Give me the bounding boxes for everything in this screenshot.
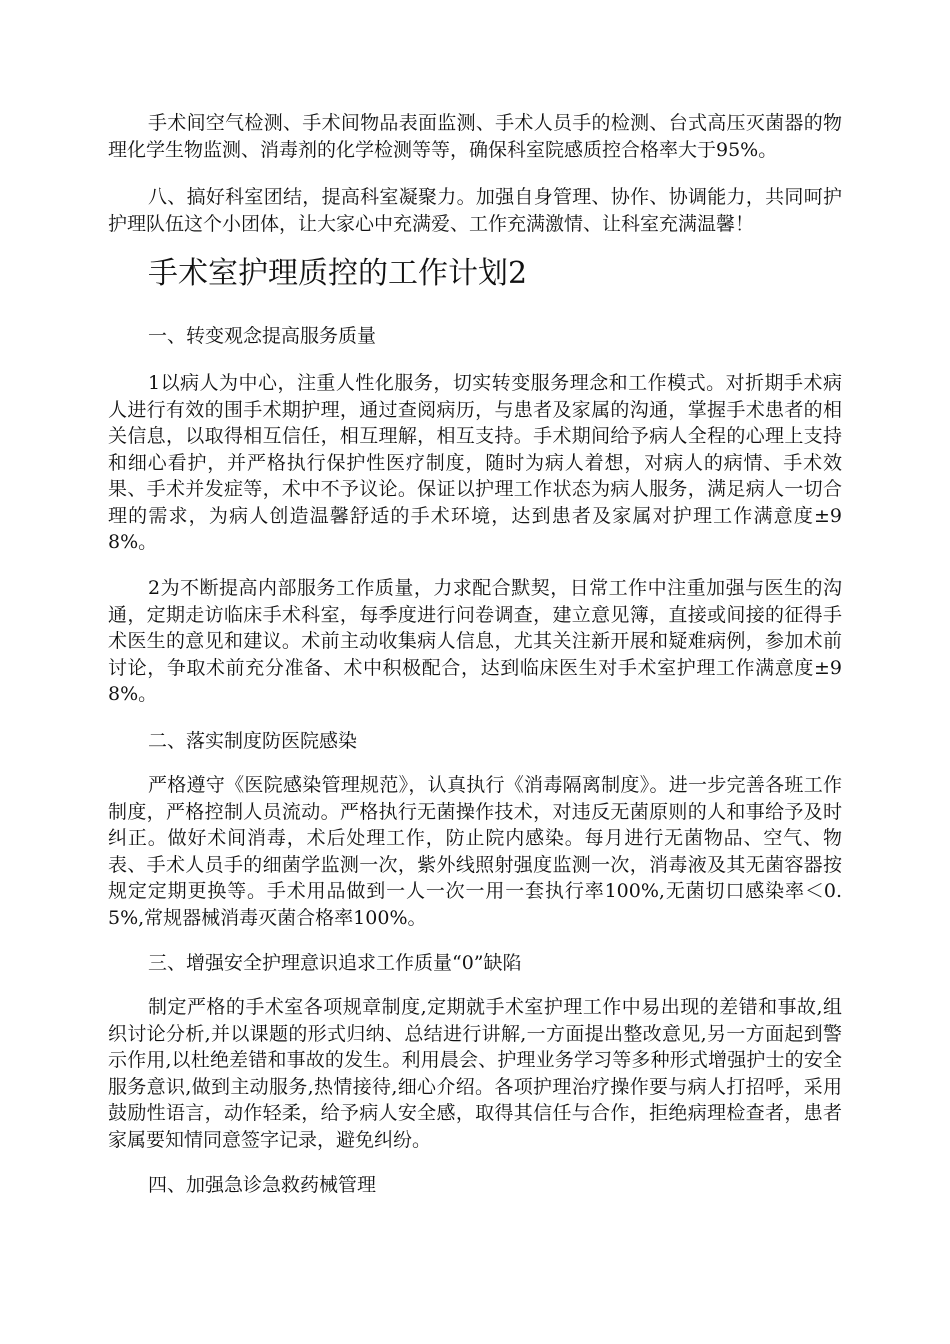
section-1-paragraph-1: 1以病人为中心，注重人性化服务，切实转变服务理念和工作模式。对折期手术病人进行有效的围手术期护理，通过查阅病历，与患者及家属的沟通，掌握手术患者的相关信息，以取得相互信任，相互理解，相互支持。手术期间给予病人全程的心理上支持和细心看护，并严格执行保护性医疗制度，随时为病人着想，对病人的病情、手术效果、手术并发症等，术中不予议论。保证以护理工作状态为病人服务，满足病人一切合理的需求，为病人创造温馨舒适的手术环境，达到患者及家属对护理工作满意度±98%。 bbox=[108, 372, 842, 553]
section-1-paragraph-2: 2为不断提高内部服务工作质量，力求配合默契，日常工作中注重加强与医生的沟通，定期走访临床手术科室，每季度进行问卷调查，建立意见簿，直接或间接的征得手术医生的意见和建议。术前主动收集病人信息，尤其关注新开展和疑难病例，参加术前讨论，争取术前充分准备、术中积极配合，达到临床医生对手术室护理工作满意度±98%。 bbox=[108, 577, 842, 705]
section-title-2: 二、落实制度防医院感染 bbox=[148, 730, 358, 752]
paragraph-intro: 手术间空气检测、手术间物品表面监测、手术人员手的检测、台式高压灭菌器的物理化学生物监测、消毒剂的化学检测等等，确保科室院感质控合格率大于95%。 bbox=[108, 112, 842, 161]
paragraph-item-eight: 八、搞好科室团结，提高科室凝聚力。加强自身管理、协作、协调能力，共同呵护护理队伍这个小团体，让大家心中充满爱、工作充满激情、让科室充满温馨！ bbox=[108, 186, 842, 235]
section-3-paragraph-1: 制定严格的手术室各项规章制度,定期就手术室护理工作中易出现的差错和事故,组织讨论分析,并以课题的形式归纳、总结进行讲解,一方面提出整改意见,另一方面起到警示作用,以杜绝差错和事故的发生。利用晨会、护理业务学习等多种形式增强护士的安全服务意识,做到主动服务,热情接待,细心介绍。各项护理治疗操作要与病人打招呼，采用鼓励性语言，动作轻柔，给予病人安全感，取得其信任与合作，拒绝病理检查者，患者家属要知情同意签字记录，避免纠纷。 bbox=[108, 996, 842, 1151]
section-2-paragraph-1: 严格遵守《医院感染管理规范》，认真执行《消毒隔离制度》。进一步完善各班工作制度，严格控制人员流动。严格执行无菌操作技术，对违反无菌原则的人和事给予及时纠正。做好术间消毒，术后处理工作，防止院内感染。每月进行无菌物品、空气、物表、手术人员手的细菌学监测一次，紫外线照射强度监测一次，消毒液及其无菌容器按规定定期更换等。手术用品做到一人一次一用一套执行率100%,无菌切口感染率＜0.5%,常规器械消毒灭菌合格率100%。 bbox=[108, 774, 842, 929]
section-title-3: 三、增强安全护理意识追求工作质量“0”缺陷 bbox=[148, 952, 522, 974]
section-title-1: 一、转变观念提高服务质量 bbox=[148, 325, 377, 347]
section-title-4: 四、加强急诊急救药械管理 bbox=[148, 1174, 377, 1196]
document-heading: 手术室护理质控的工作计划2 bbox=[148, 256, 528, 291]
